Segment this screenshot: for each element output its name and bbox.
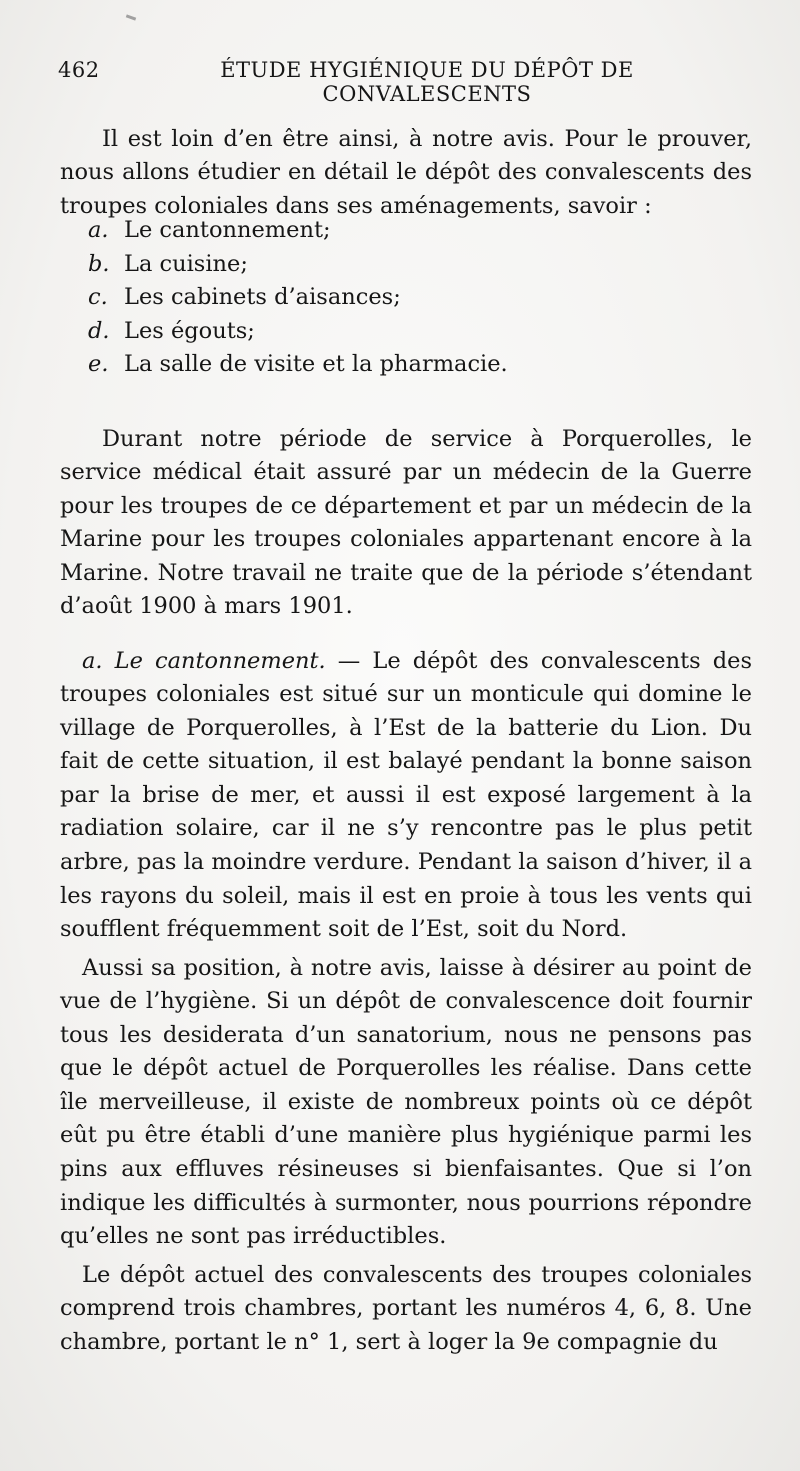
- list-marker: d.: [88, 317, 110, 344]
- scan-artifact-mark: [126, 14, 136, 20]
- paragraph-chambres: Le dépôt actuel des convalescents des troupes coloniales comprend trois chambres, portant les numéros 4, 6, 8. Une chambre, portant le n° 1, sert à loger la 9e compagnie du: [60, 1261, 752, 1355]
- amenities-list: [88, 214, 508, 382]
- list-item-text: Les égouts;: [124, 317, 255, 344]
- list-marker: c.: [88, 284, 108, 311]
- list-marker: e.: [88, 351, 109, 378]
- list-item-text: Le cantonnement;: [124, 217, 331, 243]
- list-item: [88, 214, 508, 248]
- list-item: [88, 281, 508, 315]
- list-marker: a.: [88, 217, 109, 243]
- cantonnement-body: — Le dépôt des convalescents des troupes coloniales est situé sur un monticule qui domine le village de Porquerolles, à l’Est de la batterie du Lion. Du fait de cette situation, il est balayé pendant la bonne saison par la brise de mer, et aussi il est exposé largement à la radiation solaire, car il ne s’y rencontre pas le plus petit arbre, pas la moindre verdure. Pendant la saison d’hiver, il a les rayons du soleil, mais il est en proie à tous les vents qui soufflent fréquemment soit de l’Est, soit du Nord.: [60, 647, 753, 943]
- list-item: [88, 348, 508, 382]
- paragraph-position: Aussi sa position, à notre avis, laisse à désirer au point de vue de l’hygiène. Si un dépôt de convalescence doit fournir tous les desiderata d’un sanatorium, nous ne pensons pas que le dépôt actuel de Porquerolles les réalise. Dans cette île merveilleuse, il existe de nombreux points où ce dépôt eût pu être établi d’une manière plus hygiénique parmi les pins aux effluves résineuses si bienfaisantes. Que si l’on indique les difficultés à surmonter, nous pourrions répondre qu’elles ne sont pas irréductibles.: [60, 954, 752, 1250]
- list-item: [88, 248, 508, 282]
- page-header: [58, 58, 740, 106]
- list-item-text: La cuisine;: [124, 250, 248, 277]
- list-item: [88, 315, 508, 349]
- paragraph-service: Durant notre période de service à Porquerolles, le service médical était assuré par un médecin de la Guerre pour les troupes de ce département et par un médecin de la Marine pour les troupes coloniales appartenant encore à la Marine. Notre travail ne traite que de la période s’étendant d’août 1900 à mars 1901.: [60, 425, 752, 620]
- paragraph-cantonnement: [60, 645, 752, 947]
- running-title: ÉTUDE HYGIÉNIQUE DU DÉPÔT DE CONVALESCENTS: [220, 58, 634, 106]
- list-item-text: La salle de visite et la pharmacie.: [124, 351, 508, 378]
- list-item-text: Les cabinets d’aisances;: [124, 284, 401, 311]
- paragraph-intro: Il est loin d’en être ainsi, à notre avis. Pour le prouver, nous allons étudier en détail le dépôt des convalescents des troupes coloniales dans ses aménagements, savoir :: [60, 125, 752, 219]
- section-heading-cantonnement: a. Le cantonnement.: [82, 647, 326, 674]
- list-marker: b.: [88, 250, 110, 277]
- page-number: 462: [58, 58, 100, 82]
